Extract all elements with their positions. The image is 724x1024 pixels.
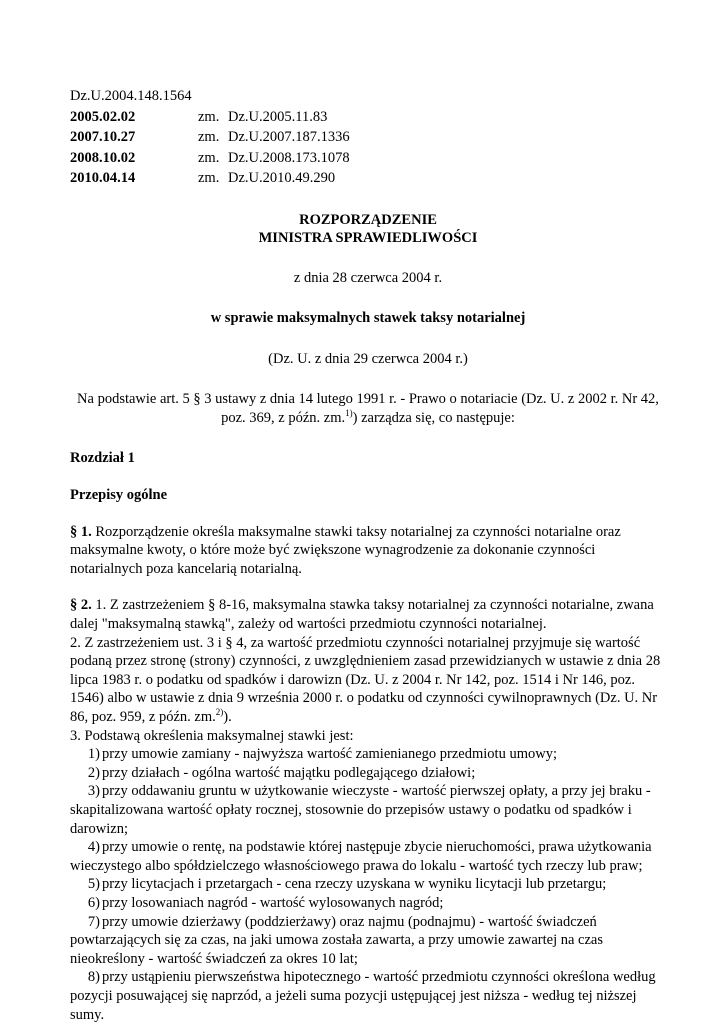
amendment-ref: Dz.U.2008.173.1078 (228, 149, 350, 166)
list-item: 3) przy oddawaniu gruntu w użytkowanie wieczyste - wartość pierwszej opłaty, a przy jej braku - skapitalizowana wartość opłaty rocznej, stosownie do przepisów ustawy o podatku od spadków i darowizn; (70, 783, 651, 837)
amendment-zm: zm. (198, 129, 220, 145)
paragraph-text: Rozporządzenie określa maksymalne stawki taksy notarialnej za czynności notarialne oraz maksymalne kwoty, o które może być zwiększone wynagrodzenie za dokonanie czynności notarialnych poza kancelarią notarialną. (70, 523, 621, 577)
list-item: 6) przy losowaniach nagród - wartość wylosowanych nagród; (87, 894, 444, 911)
list-item: 5) przy licytacjach i przetargach - cena rzeczy uzyskana w wyniku licytacji lub przetargu; (87, 876, 607, 893)
chapter-name: Przepisy ogólne (70, 487, 168, 504)
title-line-2: MINISTRA SPRAWIEDLIWOŚCI (258, 229, 478, 246)
paragraph-2-point-1: § 2. 1. Z zastrzeżeniem § 8-16, maksymalna stawka taksy notarialnej za czynności notarialne, zwana dalej "maksymalną stawką", zależy od wartości przedmiotu czynności notarialnej. (70, 597, 654, 633)
chapter-label: Rozdział 1 (70, 450, 135, 467)
amendment-ref: Dz.U.2005.11.83 (228, 108, 328, 125)
amendment-date: 2010.04.14 (70, 170, 136, 186)
publication-note: (Dz. U. z dnia 29 czerwca 2004 r.) (268, 350, 468, 367)
amendment-row (70, 127, 666, 148)
paragraph-1 (70, 523, 666, 579)
list-item: 1) przy umowie zamiany - najwyższa wartość zamienianego przedmiotu umowy; (87, 746, 557, 763)
preamble (70, 390, 666, 427)
preamble-line-2: poz. 369, z późn. zm.$^{1)}$) zarządza się, co następuje: (221, 407, 515, 426)
amendment-date: 2008.10.02 (70, 149, 136, 166)
amendment-date: 2007.10.27 (70, 129, 136, 145)
amendment-ref: Dz.U.2007.187.1336 (228, 129, 350, 145)
footnote-ref: 2) (215, 707, 224, 717)
amendment-ref: Dz.U.2010.49.290 (228, 170, 336, 186)
document-title (70, 211, 666, 247)
amendment-zm: zm. (198, 149, 220, 166)
amendment-zm: zm. (198, 108, 220, 125)
footnote-ref: 1) (345, 407, 353, 418)
list-item: 4) przy umowie o rentę, na podstawie której następuje zbycie nieruchomości, prawa użytkowania wieczystego albo spółdzielczego własnościowego prawa do lokalu - wartość tych rzeczy lub praw; (70, 839, 652, 874)
amendment-row (70, 107, 666, 128)
list-item: 8) przy ustąpieniu pierwszeństwa hipotecznego - wartość przedmiotu czynności określona według pozycji posuwającej się naprzód, a jeżeli suma pozycji ustępującej jest niższa - według tej niższej sumy. (70, 969, 656, 1023)
title-line-1: ROZPORZĄDZENIE (299, 211, 437, 228)
document-subject: w sprawie maksymalnych stawek taksy notarialnej (210, 310, 526, 327)
amendment-zm: zm. (198, 170, 220, 186)
amendment-date: 2005.02.02 (70, 108, 136, 125)
document-date: z dnia 28 czerwca 2004 r. (293, 269, 443, 286)
amendment-row (70, 168, 666, 189)
paragraph-2-point-3: 3. Podstawą określenia maksymalnej stawki jest: (70, 727, 354, 744)
paragraph-mark: § 1. (70, 523, 92, 540)
preamble-line-1: Na podstawie art. 5 § 3 ustawy z dnia 14 lutego 1991 r. - Prawo o notariacie (Dz. U. z 2002 r. Nr 42, (77, 391, 659, 408)
base-reference: Dz.U.2004.148.1564 (70, 88, 192, 104)
paragraph-2-point-2: 2. Z zastrzeżeniem ust. 3 i § 4, za wartość przedmiotu czynności notarialnej przyjmuje się wartość podaną przez stronę (strony) czynności, z uwzględnieniem zasad przewidzianych w ustawie z dnia 28 lipca 1983 r. o podatku od spadków i darowizn (Dz. U. z 2004 r. Nr 142, poz. 1514 i Nr 146, poz. 1546) albo w ustawie z dnia 9 września 2000 r. o podatku od czynności cywilnoprawnych (Dz. U. Nr 86, poz. 959, z późn. zm.$^{2)}$). (70, 634, 661, 725)
paragraph-2 (70, 596, 666, 1024)
list-item: 2) przy działach - ogólna wartość majątku podlegającego działowi; (87, 764, 476, 781)
header-block (70, 86, 666, 189)
paragraph-mark: § 2. (70, 597, 92, 614)
amendment-row (70, 148, 666, 169)
list-item: 7) przy umowie dzierżawy (poddzierżawy) oraz najmu (podnajmu) - wartość świadczeń powtarzających się za czas, na jaki umowa została zawarta, a przy umowie zawartej na czas nieokreślony - wartość świadczeń za okres 10 lat; (70, 913, 603, 967)
